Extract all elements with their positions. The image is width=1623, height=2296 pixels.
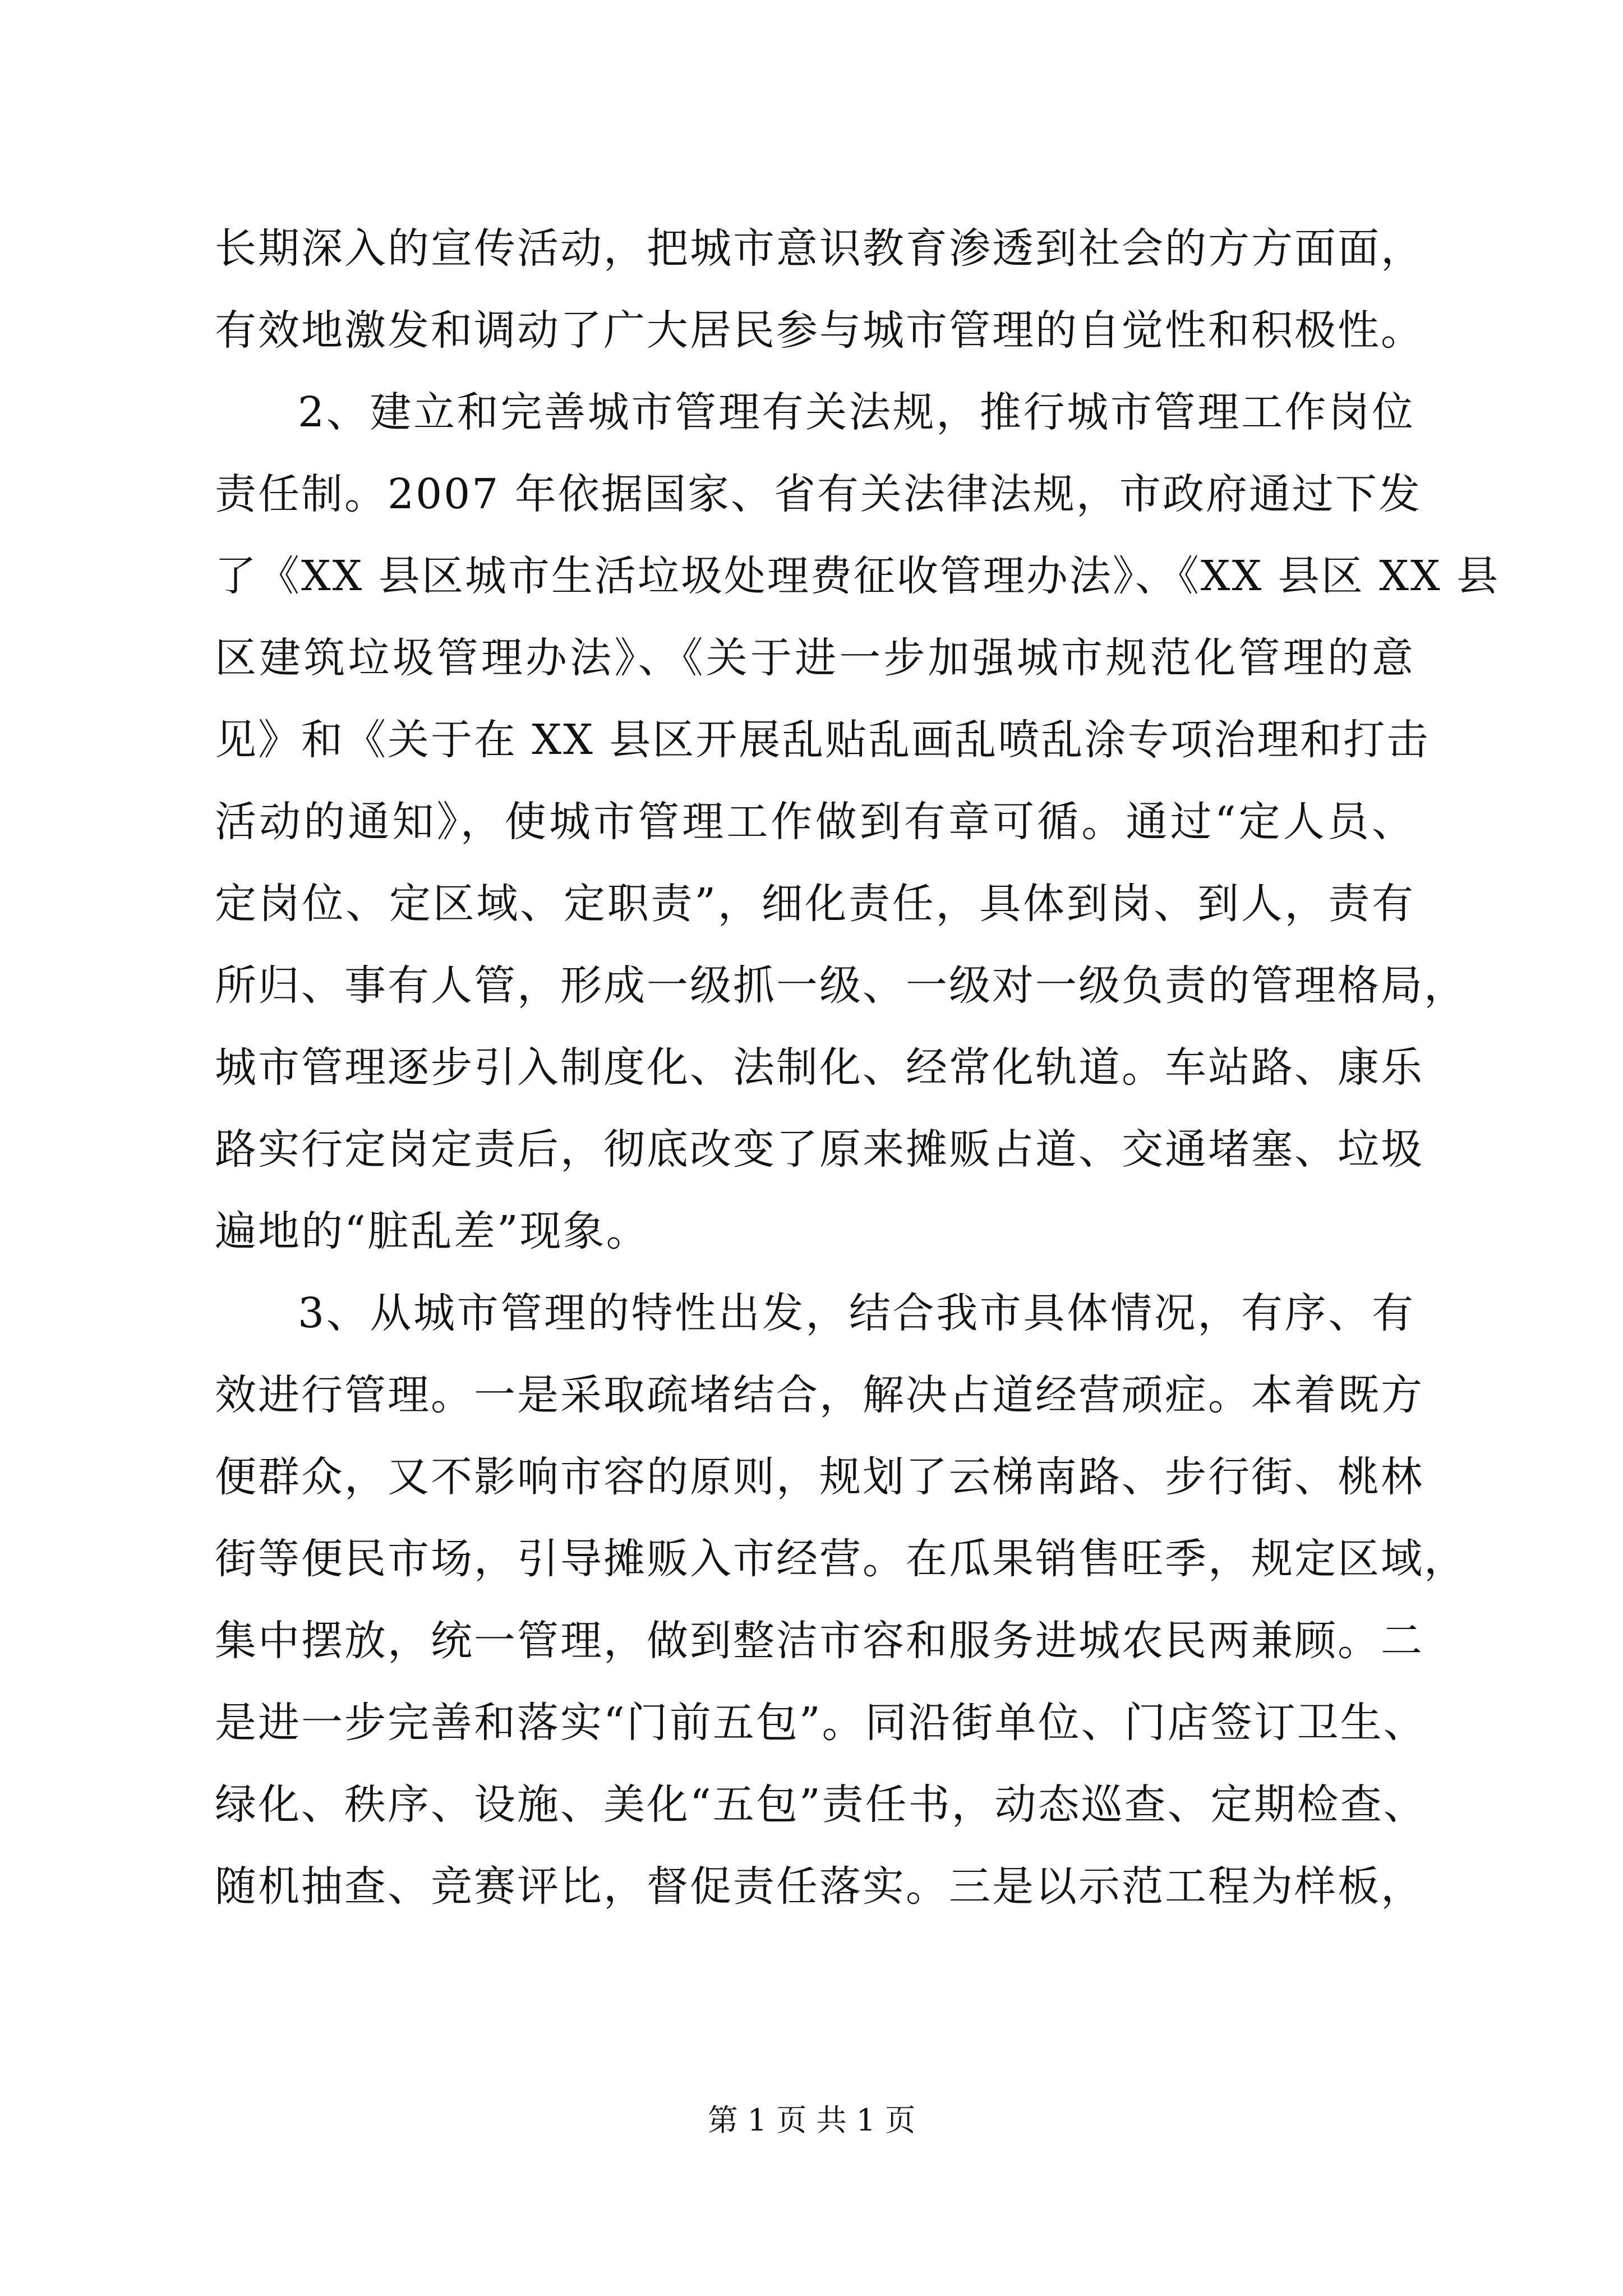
text-line: 绿化、秩序、设施、美化“五包”责任书，动态巡查、定期检查、 xyxy=(215,1780,1427,1829)
text-line: 所归、事有人管，形成一级抓一级、一级对一级负责的管理格局， xyxy=(215,961,1467,1010)
paragraph-first-line: 2、建立和完善城市管理有关法规，推行城市管理工作岗位 xyxy=(298,388,1415,436)
document-body xyxy=(215,208,1500,1927)
text-line: 便群众，又不影响市容的原则，规划了云梯南路、步行街、桃林 xyxy=(215,1453,1424,1501)
text-line: 效进行管理。一是采取疏堵结合，解决占道经营顽症。本着既方 xyxy=(215,1371,1424,1419)
text-line: 是进一步完善和落实“门前五包”。同沿街单位、门店签订卫生、 xyxy=(215,1699,1427,1747)
text-line: 见》和《关于在 XX 县区开展乱贴乱画乱喷乱涂专项治理和打击 xyxy=(215,716,1430,764)
text-line: 有效地激发和调动了广大居民参与城市管理的自觉性和积极性。 xyxy=(215,306,1424,355)
text-line: 长期深入的宣传活动，把城市意识教育渗透到社会的方方面面， xyxy=(215,224,1424,273)
text-line: 街等便民市场，引导摊贩入市经营。在瓜果销售旺季，规定区域， xyxy=(215,1535,1467,1583)
text-line: 定岗位、定区域、定职责”，细化责任，具体到岗、到人，责有 xyxy=(215,880,1415,928)
text-line: 集中摆放，统一管理，做到整洁市容和服务进城农民两兼顾。二 xyxy=(215,1617,1424,1665)
text-line: 城市管理逐步引入制度化、法制化、经常化轨道。车站路、康乐 xyxy=(215,1043,1424,1092)
text-line: 路实行定岗定责后，彻底改变了原来摊贩占道、交通堵塞、垃圾 xyxy=(215,1125,1424,1174)
paragraph-first-line: 3、从城市管理的特性出发，结合我市具体情况，有序、有 xyxy=(298,1289,1415,1337)
text-line: 活动的通知》，使城市管理工作做到有章可循。通过“定人员、 xyxy=(215,798,1415,846)
text-line: 随机抽查、竞赛评比，督促责任落实。三是以示范工程为样板， xyxy=(215,1862,1424,1911)
text-line: 责任制。2007 年依据国家、省有关法律法规，市政府通过下发 xyxy=(215,470,1422,518)
paragraph-last-line: 遍地的“脏乱差”现象。 xyxy=(215,1207,649,1255)
text-line: 了《XX 县区城市生活垃圾处理费征收管理办法》、《XX 县区 XX 县 xyxy=(215,552,1500,600)
page-number-label: 第 1 页 共 1 页 xyxy=(707,2102,916,2138)
text-line: 区建筑垃圾管理办法》、《关于进一步加强城市规范化管理的意 xyxy=(215,634,1415,682)
page-footer xyxy=(0,2098,1623,2143)
